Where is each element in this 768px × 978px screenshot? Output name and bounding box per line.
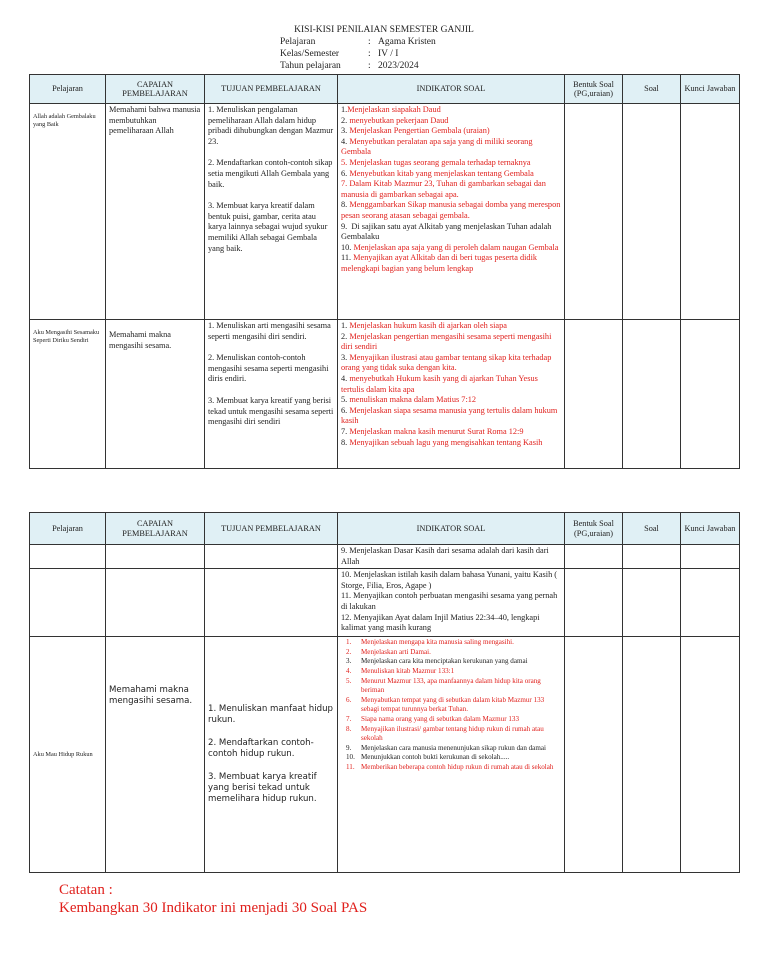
indikator-item: 6. Menyabutkan tempat yang di sebutkan dalam kitab Mazmur 133 sebagi tempat turunnya berkat Tuhan. (346, 695, 545, 714)
pelajaran-cell (30, 545, 106, 569)
kunci-cell (681, 104, 740, 320)
tujuan-cell (205, 569, 338, 637)
col-header-pelajaran: Pelajaran (30, 513, 106, 545)
table-row (30, 569, 740, 637)
col-header-tujuan: TUJUAN PEMBELAJARAN (205, 513, 338, 545)
meta-label: Kelas/Semester (280, 49, 340, 59)
kisi-kisi-table-1 (29, 74, 740, 469)
indikator-item: 4. Menyebutkan peralatan apa saja yang di miliki seorang Gembala (341, 136, 533, 157)
meta-label: Pelajaran (280, 37, 316, 47)
indikator-item: 5. Menjelaskan tugas seorang gemala terhadap ternaknya (341, 157, 531, 167)
soal-cell (623, 637, 681, 873)
meta-separator: : (368, 49, 371, 59)
meta-block (280, 36, 580, 72)
indikator-item: 4. menyebutkah Hukum kasih yang di ajarkan Tuhan Yesus tertulis dalam kita apa (341, 373, 538, 394)
indikator-item: 8. Menyajikan ilustrasi/ gambar tentang hidup rukun di rumah atau sekolah (346, 724, 544, 743)
capaian-cell: Memahami makna mengasihi sesama. (106, 320, 205, 469)
meta-separator: : (368, 61, 371, 71)
indikator-item: 9. Di sajikan satu ayat Alkitab yang menjelaskan Tuhan adalah Gembalaku (341, 221, 552, 242)
indikator-item: 5. Menurut Mazmur 133, apa manfaannya dalam hidup kita orang beriman (346, 676, 541, 695)
indikator-cell (338, 104, 565, 320)
tujuan-cell (205, 545, 338, 569)
pelajaran-cell: Aku Mau Hidup Rukun (30, 637, 106, 873)
indikator-item: 3. Menyajikan ilustrasi atau gambar tentang sikap kita terhadap orang yang tidak suka dengan kita. (341, 352, 552, 373)
indikator-item: 2. Menjelaskan arti Damai. (346, 647, 431, 656)
col-header-kunci: Kunci Jawaban (681, 513, 740, 545)
indikator-item: 12. Menyajikan Ayat dalam Injil Matius 22:34–40, lengkapi kalimat yang masih kurang (341, 612, 540, 633)
tujuan-cell (205, 637, 338, 873)
bentuk-soal-cell (565, 545, 623, 569)
kunci-cell (681, 569, 740, 637)
pelajaran-cell (30, 569, 106, 637)
col-header-bentuk: Bentuk Soal (PG,uraian) (565, 75, 623, 104)
indikator-item: 11. Menyajikan ayat Alkitab dan di beri tugas peserta didik melengkapi bagian yang belum lengkap (341, 253, 538, 273)
bentuk-soal-cell (565, 104, 623, 320)
meta-separator: : (368, 37, 371, 47)
indikator-item: 10. Menunjukkan contoh bukti kerukunan di sekolah..... (346, 753, 510, 762)
pelajaran-cell: Aku Mengasihi Sesamaku Seperti Diriku Sendiri (30, 320, 106, 469)
col-header-pelajaran: Pelajaran (30, 75, 106, 104)
indikator-cell (338, 569, 565, 637)
table-row (30, 545, 740, 569)
kunci-cell (681, 637, 740, 873)
col-header-capaian: CAPAIAN PEMBELAJARAN (106, 75, 205, 104)
capaian-cell: Memahami bahwa manusia membutuhkan pemeliharaan Allah (106, 104, 205, 320)
meta-value: Agama Kristen (378, 37, 436, 47)
indikator-item: 11. Memberikan beberapa contoh hidup rukun di rumah atau di sekolah (346, 762, 554, 771)
meta-row-kelas (280, 48, 580, 60)
indikator-item: 8. Menggambarkan Sikap manusia sebagai domba yang merespon pesan seorang atasan sebagai gembala. (341, 200, 561, 220)
indikator-item: 7. Dalam Kitab Mazmur 23, Tuhan di gambarkan sebagai dan manusia di gambarkan sebagai apa. (341, 179, 546, 199)
indikator-item: 9. Menjelaskan Dasar Kasih dari sesama adalah dari kasih dari Allah (341, 546, 549, 566)
kisi-kisi-table-2 (29, 512, 740, 873)
col-header-tujuan: TUJUAN PEMBELAJARAN (205, 75, 338, 104)
kunci-cell (681, 545, 740, 569)
indikator-item: 10. Menjelaskan apa saja yang di peroleh dalam naugan Gembala (341, 242, 559, 252)
indikator-item: 6. Menjelaskan siapa sesama manusia yang tertulis dalam hukum kasih (341, 405, 558, 426)
pelajaran-cell: Allah adalah Gembalaku yang Baik (30, 104, 106, 320)
tujuan-item: 1. Menuliskan pengalaman pemeliharaan Allah dalam hidup pribadi dihubungkan dengan Mazmur 23. (208, 105, 334, 146)
tujuan-cell (205, 104, 338, 320)
bentuk-soal-cell (565, 637, 623, 873)
tujuan-item: 1. Menuliskan arti mengasihi sesama seperti mengasihi diri sendiri. (208, 321, 331, 341)
indikator-item: 5. menuliskan makna dalam Matius 7:12 (341, 395, 477, 405)
indikator-item: 2. Menjelaskan pengertian mengasihi sesama seperti mengasihi diri sendiri (341, 331, 552, 352)
tujuan-item: 3. Membuat karya kreatif dalam bentuk puisi, gambar, cerita atau karya lainnya sebagai wujud syukur memiliki Allah sebagai Gembala yang baik. (208, 201, 328, 253)
indikator-item: 1.Menjelaskan siapakah Daud (341, 105, 441, 114)
soal-cell (623, 569, 681, 637)
indikator-item: 7. Siapa nama orang yang di sebutkan dalam Mazmur 133 (346, 714, 519, 723)
indikator-item: 11. Menyajikan contoh perbuatan mengasihi sesama yang pernah di lakukan (341, 591, 558, 611)
indikator-item: 4. Menuliskan kitab Mazmur 133:1 (346, 666, 455, 675)
document-title: KISI-KISI PENILAIAN SEMESTER GANJIL (294, 25, 474, 35)
indikator-item: 8. Menyajikan sebuah lagu yang mengisahkan tentang Kasih (341, 437, 543, 447)
indikator-item: 6. Menyebutkan kitab yang menjelaskan tentang Gembala (341, 168, 534, 178)
soal-cell (623, 104, 681, 320)
table-row (30, 320, 740, 469)
meta-value: IV / I (378, 49, 399, 59)
indikator-cell (338, 320, 565, 469)
col-header-indikator: INDIKATOR SOAL (338, 75, 565, 104)
indikator-item: 9. Menjelaskan cara manusia menenunjukan sikap rukun dan damai (346, 743, 546, 752)
tujuan-cell (205, 320, 338, 469)
kunci-cell (681, 320, 740, 469)
capaian-cell (106, 545, 205, 569)
tujuan-item: 3. Membuat karya kreatif yang berisi tekad untuk memelihara hidup rukun. (208, 772, 317, 805)
col-header-capaian: CAPAIAN PEMBELAJARAN (106, 513, 205, 545)
col-header-kunci: Kunci Jawaban (681, 75, 740, 104)
meta-value: 2023/2024 (378, 61, 419, 71)
col-header-indikator: INDIKATOR SOAL (338, 513, 565, 545)
indikator-item: 3. Menjelaskan Pengertian Gembala (uraian) (341, 126, 490, 136)
catatan-label: Catatan : (59, 882, 113, 898)
indikator-item: 1. Menjelaskan mengapa kita manusia saling mengasihi. (346, 638, 514, 647)
col-header-soal: Soal (623, 513, 681, 545)
indikator-cell (338, 545, 565, 569)
table-header-row (30, 513, 740, 545)
capaian-cell: Memahami makna mengasihi sesama. (106, 637, 205, 873)
meta-row-pelajaran (280, 36, 580, 48)
indikator-item: 10. Menjelaskan istilah kasih dalam bahasa Yunani, yaitu Kasih ( Storge, Filia, Eros, Agape ) (341, 570, 558, 590)
document-header (0, 24, 768, 71)
indikator-item: 1. Menjelaskan hukum kasih di ajarkan oleh siapa (341, 321, 507, 330)
meta-row-tahun (280, 60, 580, 72)
table-header-row (30, 75, 740, 104)
table-row (30, 637, 740, 873)
tujuan-item: 2. Mendaftarkan contoh-contoh sikap setia mengikuti Allah Gembala yang baik. (208, 158, 333, 189)
catatan-note (59, 881, 367, 917)
col-header-bentuk: Bentuk Soal (PG,uraian) (565, 513, 623, 545)
bentuk-soal-cell (565, 320, 623, 469)
meta-label: Tahun pelajaran (280, 61, 341, 71)
capaian-cell (106, 569, 205, 637)
soal-cell (623, 320, 681, 469)
indikator-item: 3. Menjelaskan cara kita menciptakan kerukunan yang damai (346, 657, 528, 666)
soal-cell (623, 545, 681, 569)
tujuan-item: 2. Mendaftarkan contoh-contoh hidup rukun. (208, 738, 314, 760)
col-header-soal: Soal (623, 75, 681, 104)
tujuan-item: 2. Menuliskan contoh-contoh mengasihi sesama seperti mengasihi diris endiri. (208, 353, 329, 384)
tujuan-item: 1. Menuliskan manfaat hidup rukun. (208, 704, 333, 726)
indikator-cell (338, 637, 565, 873)
catatan-text: Kembangkan 30 Indikator ini menjadi 30 Soal PAS (59, 900, 368, 916)
table-row (30, 104, 740, 320)
indikator-item: 2. menyebutkan pekerjaan Daud (341, 115, 449, 125)
bentuk-soal-cell (565, 569, 623, 637)
indikator-item: 7. Menjelaskan makna kasih menurut Surat Roma 12:9 (341, 426, 524, 436)
tujuan-item: 3. Membuat karya kreatif yang berisi tekad untuk mengasihi sesama seperti mengasihi diri sendiri (208, 395, 334, 427)
